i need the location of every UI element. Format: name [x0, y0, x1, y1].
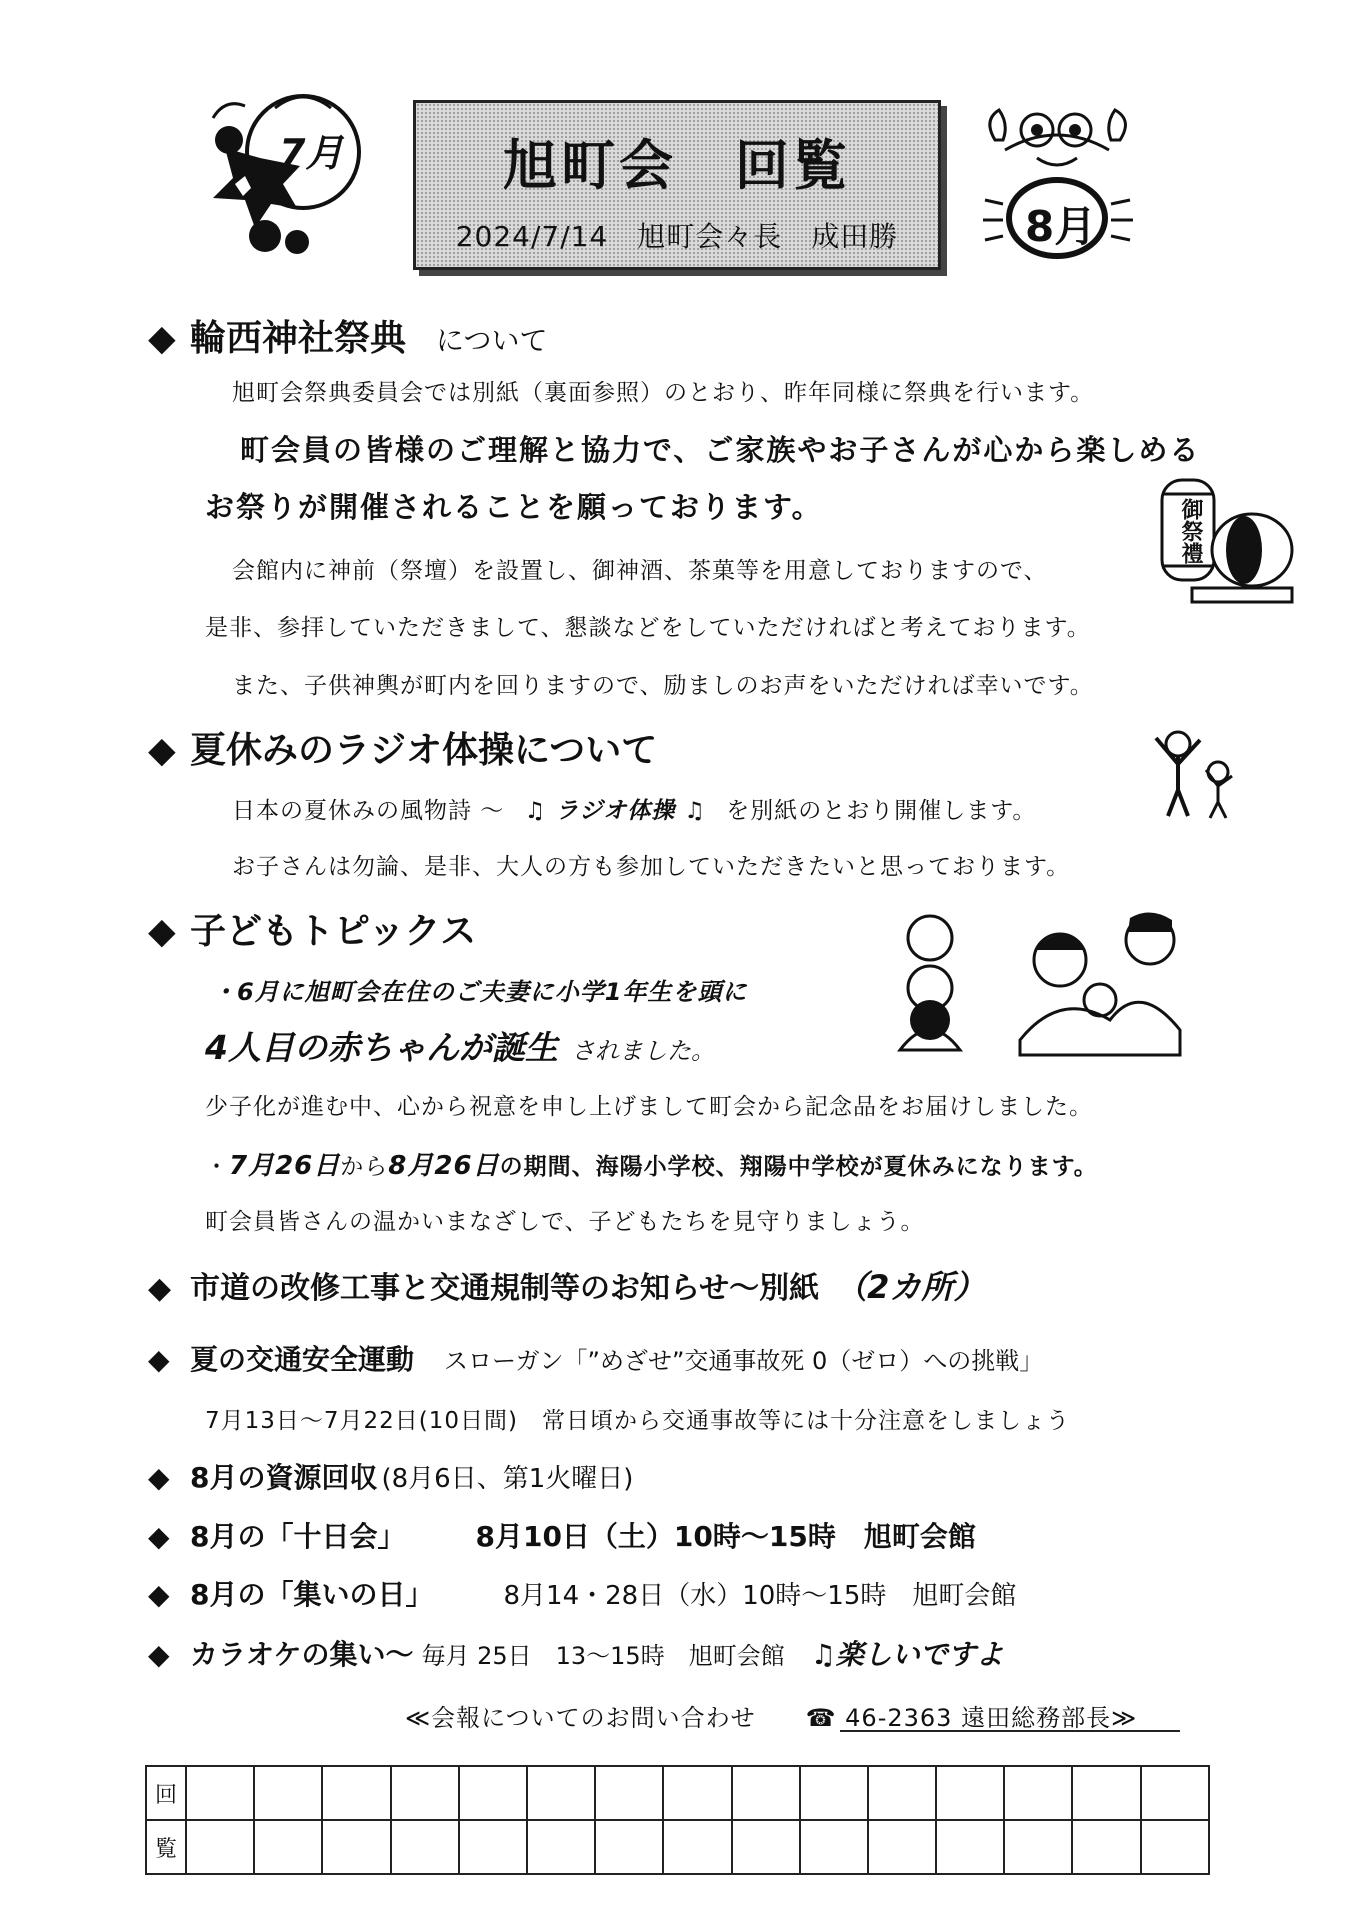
list-item-tokakai: ◆ 8月の「十日会」 8月10日（土）10時～15時 旭町会館 [148, 1520, 976, 1553]
list-item-tsudoi: ◆ 8月の「集いの日」 8月14・28日（水）10時～15時 旭町会館 [148, 1578, 1017, 1611]
stamp-cell[interactable] [459, 1766, 527, 1820]
traffic-heading: ◆ 夏の交通安全運動 スローガン「”めざせ”交通事故死 0（ゼロ）への挑戦」 [148, 1343, 1044, 1376]
family-icon [880, 910, 1190, 1060]
roadwork-heading: ◆ 市道の改修工事と交通規制等のお知らせ～別紙 （2カ所） [148, 1268, 986, 1306]
festival-line-5: 是非、参拝していただきまして、懇談などをしていただければと考えております。 [205, 615, 1091, 641]
stamp-cell[interactable] [1141, 1766, 1209, 1820]
stamp-cell[interactable] [936, 1820, 1004, 1874]
stamp-cell[interactable] [254, 1820, 322, 1874]
diamond-bullet-icon: ◆ [148, 318, 176, 359]
july-badge: 7月 [279, 131, 344, 175]
divider [840, 1730, 1180, 1732]
title-box [413, 100, 941, 270]
lantern-drum-illustration [1152, 470, 1302, 610]
stamp-cell[interactable] [527, 1766, 595, 1820]
kids-line-3: 少子化が進む中、心から祝意を申し上げまして町会から記念品をお届けしました。 [205, 1094, 1093, 1120]
kids-line-2: 4人目の赤ちゃんが誕生 されました。 [205, 1028, 716, 1067]
list-item-karaoke: ◆ カラオケの集い～ 毎月 25日 13～15時 旭町会館 ♫楽しいですよ [148, 1638, 1004, 1671]
stamp-cell[interactable] [322, 1820, 390, 1874]
festival-line-1: 旭町会祭典委員会では別紙（裏面参照）のとおり、昨年同様に祭典を行います。 [232, 380, 1095, 406]
kids-line-5: 町会員皆さんの温かいまなざしで、子どもたちを見守りましょう。 [205, 1209, 925, 1235]
exercising-people-icon [1148, 720, 1238, 820]
stamp-cell[interactable] [868, 1820, 936, 1874]
diamond-bullet-icon: ◆ [148, 1638, 170, 1671]
circulation-table [145, 1765, 1210, 1875]
festival-line-6: また、子供神輿が町内を回りますので、励ましのお声をいただければ幸いです。 [232, 673, 1094, 699]
july-emblem [205, 88, 365, 258]
stamp-cell[interactable] [800, 1766, 868, 1820]
date-and-author: 2024/7/14 旭町会々長 成田勝 [455, 220, 899, 253]
kids-line-4: ・7月26日から8月26日の期間、海陽小学校、翔陽中学校が夏休みになります。 [205, 1151, 1098, 1181]
stamp-cell[interactable] [186, 1766, 254, 1820]
kids-heading: ◆ 子どもトピックス [148, 911, 477, 952]
stamp-cell[interactable] [663, 1766, 731, 1820]
stamp-cell[interactable] [1004, 1820, 1072, 1874]
diamond-bullet-icon: ◆ [148, 1461, 170, 1494]
stamp-cell[interactable] [186, 1820, 254, 1874]
august-badge: 8月 [1025, 202, 1097, 251]
august-emblem [975, 100, 1140, 270]
lantern-label: 御祭禮 [1178, 498, 1203, 564]
diamond-bullet-icon: ◆ [148, 1520, 170, 1553]
drum-icon [1152, 470, 1302, 610]
kids-line-1: ・6月に旭町会在住のご夫妻に小学1年生を頭に [212, 978, 748, 1006]
stamp-cell[interactable] [391, 1766, 459, 1820]
family-illustration [880, 910, 1190, 1060]
circulation-label-bottom: 覧 [146, 1820, 186, 1874]
circulation-label-top: 回 [146, 1766, 186, 1820]
stamp-cell[interactable] [527, 1820, 595, 1874]
festival-line-2: 町会員の皆様のご理解と協力で、ご家族やお子さんが心から楽しめる [240, 433, 1201, 467]
festival-heading: ◆ 輪西神社祭典 について [148, 318, 548, 359]
traffic-period: 7月13日～7月22日(10日間) 常日頃から交通事故等には十分注意をしましょう [205, 1408, 1071, 1434]
diamond-bullet-icon: ◆ [148, 1578, 170, 1611]
stamp-cell[interactable] [459, 1820, 527, 1874]
stamp-cell[interactable] [322, 1766, 390, 1820]
radio-line-1: 日本の夏休みの風物詩 ～ ♫ ラジオ体操 ♫ を別紙のとおり開催します。 [232, 798, 1037, 824]
stamp-cell[interactable] [732, 1766, 800, 1820]
stamp-cell[interactable] [800, 1820, 868, 1874]
stamp-cell[interactable] [1004, 1766, 1072, 1820]
stamp-cell[interactable] [254, 1766, 322, 1820]
exercise-illustration [1148, 720, 1238, 820]
diamond-bullet-icon: ◆ [148, 911, 176, 952]
diamond-bullet-icon: ◆ [148, 1271, 172, 1306]
festival-line-3: お祭りが開催されることを願っております。 [205, 490, 823, 524]
stamp-cell[interactable] [663, 1820, 731, 1874]
radio-heading: ◆ 夏休みのラジオ体操について [148, 730, 658, 771]
stamp-cell[interactable] [1072, 1820, 1140, 1874]
stamp-cell[interactable] [936, 1766, 1004, 1820]
list-item-recycling: ◆ 8月の資源回収 (8月6日、第1火曜日) [148, 1461, 634, 1494]
contact-line: ≪会報についてのお問い合わせ ☎ 46-2363 遠田総務部長≫ [405, 1704, 1138, 1732]
stamp-cell[interactable] [868, 1766, 936, 1820]
stamp-cell[interactable] [595, 1820, 663, 1874]
festival-line-4: 会館内に神前（祭壇）を設置し、御神酒、茶菓等を用意しておりますので、 [232, 558, 1048, 584]
page-title: 旭町会 回覧 [503, 134, 851, 197]
diamond-bullet-icon: ◆ [148, 1343, 170, 1376]
stamp-cell[interactable] [732, 1820, 800, 1874]
diamond-bullet-icon: ◆ [148, 730, 176, 771]
stamp-cell[interactable] [1072, 1766, 1140, 1820]
stamp-cell[interactable] [391, 1820, 459, 1874]
stamp-cell[interactable] [1141, 1820, 1209, 1874]
radio-line-2: お子さんは勿論、是非、大人の方も参加していただきたいと思っております。 [232, 854, 1071, 880]
radio-exercise-name: ♫ ラジオ体操 ♫ [524, 798, 706, 824]
stamp-cell[interactable] [595, 1766, 663, 1820]
